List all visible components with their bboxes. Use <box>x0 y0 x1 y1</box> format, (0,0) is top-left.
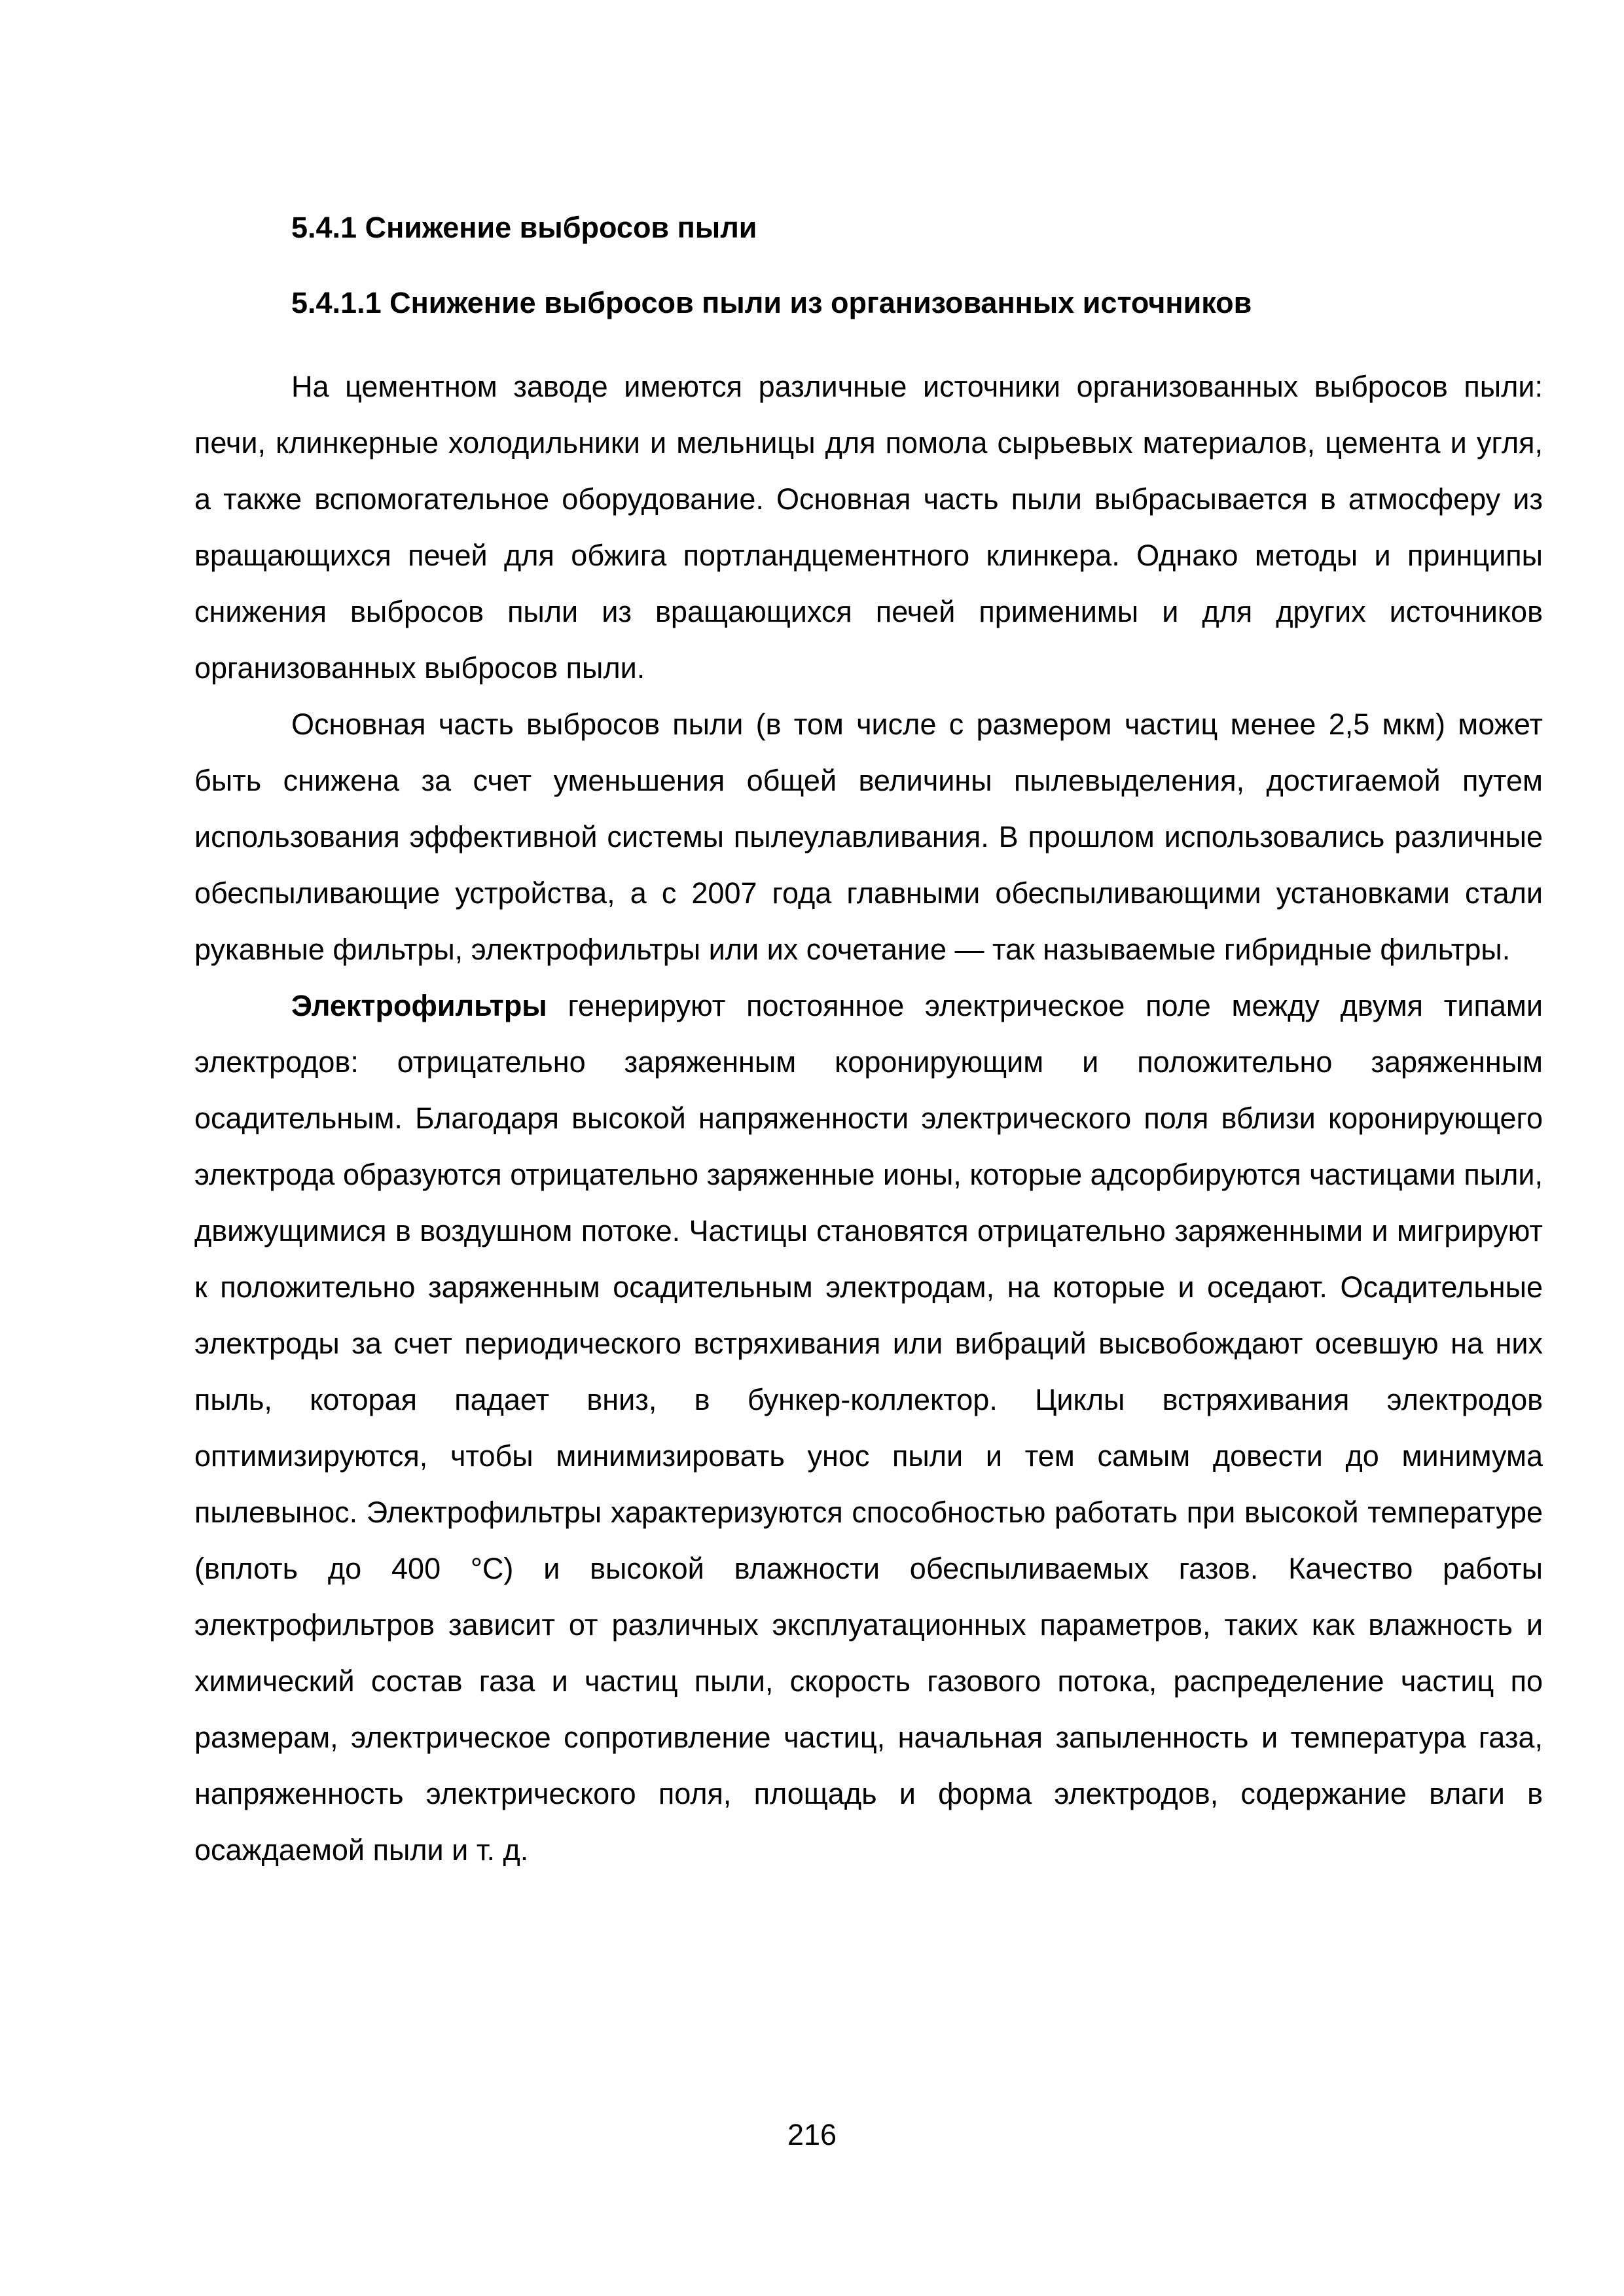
page-content <box>194 208 1543 1878</box>
paragraph-electrostatic-filters-text: генерируют постоянное электрическое поле между двумя типами электродов: отрицательно заряженным коронирующим и положительно заряженным осадительным. Благодаря высокой напряженности электрического поля вблизи коронирующего электрода образуются отрицательно заряженные ионы, которые адсорбируются частицами пыли, движущимися в воздушном потоке. Частицы становятся отрицательно заряженными и мигрируют к положительно заряженным осадительным электродам, на которые и оседают. Осадительные электроды за счет периодического встряхивания или вибраций высвобождают осевшую на них пыль, которая падает вниз, в бункер-коллектор. Циклы встряхивания электродов оптимизируются, чтобы минимизировать унос пыли и тем самым довести до минимума пылевынос. Электрофильтры характеризуются способностью работать при высокой температуре (вплоть до 400 °С) и высокой влажности обеспыливаемых газов. Качество работы электрофильтров зависит от различных эксплуатационных параметров, таких как влажность и химический состав газа и частиц пыли, скорость газового потока, распределение частиц по размерам, электрическое сопротивление частиц, начальная запыленность и температура газа, напряженность электрического поля, площадь и форма электродов, содержание влаги в осаждаемой пыли и т. д. <box>194 989 1543 1867</box>
term-electrostatic-filters: Электрофильтры <box>291 989 547 1022</box>
paragraph-electrostatic-filters <box>194 978 1543 1878</box>
paragraph-sources: На цементном заводе имеются различные источники организованных выбросов пыли: печи, клинкерные холодильники и мельницы для помола сырьевых материалов, цемента и угля, а также вспомогательное оборудование. Основная часть пыли выбрасывается в атмосферу из вращающихся печей для обжига портландцементного клинкера. Однако методы и принципы снижения выбросов пыли из вращающихся печей применимы и для других источников организованных выбросов пыли. <box>194 370 1543 685</box>
subsection-heading: 5.4.1.1 Снижение выбросов пыли из организованных источников <box>291 286 1252 319</box>
section-heading: 5.4.1 Снижение выбросов пыли <box>291 211 757 244</box>
page-number: 216 <box>787 2118 837 2151</box>
paragraph-dust-reduction: Основная часть выбросов пыли (в том числе с размером частиц менее 2,5 мкм) может быть снижена за счет уменьшения общей величины пылевыделения, достигаемой путем использования эффективной системы пылеулавливания. В прошлом использовались различные обеспыливающие устройства, а с 2007 года главными обеспыливающими установками стали рукавные фильтры, электрофильтры или их сочетание — так называемые гибридные фильтры. <box>194 708 1543 966</box>
